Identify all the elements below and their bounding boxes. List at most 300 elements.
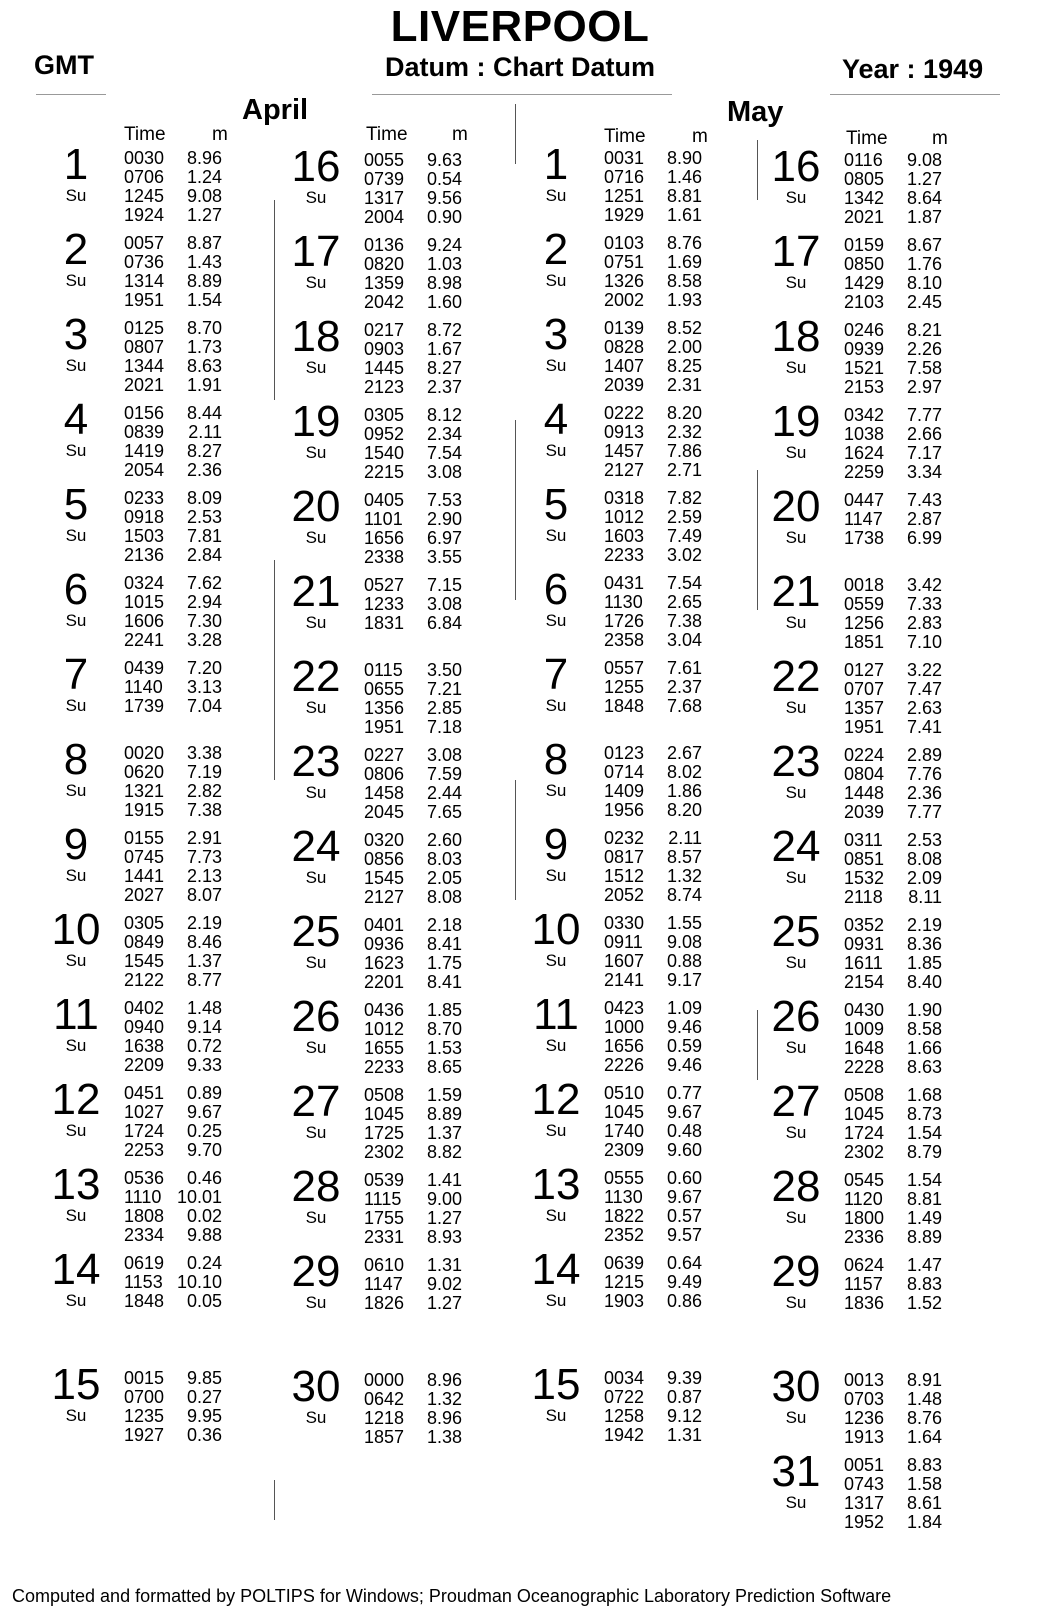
tide-list: [604, 1254, 702, 1311]
tide-time: 0155: [124, 828, 165, 848]
tide-row: [844, 699, 942, 718]
tide-row: [844, 1513, 942, 1532]
weekday-label: Su: [305, 1123, 327, 1142]
tide-time: 0020: [124, 743, 165, 763]
tide-time: 0820: [364, 254, 405, 274]
tide-height: 3.28: [186, 630, 222, 650]
tide-time: 0539: [364, 1170, 405, 1190]
tide-time: 0817: [604, 847, 645, 867]
tide-row: [124, 1407, 222, 1426]
weekday-label: Su: [305, 273, 327, 292]
tide-height: 8.27: [426, 358, 462, 378]
day-block: [44, 1075, 274, 1169]
tide-time: 0224: [844, 745, 885, 765]
tide-time: 0057: [124, 233, 165, 253]
day-block: [764, 737, 994, 831]
tide-list: [124, 319, 222, 395]
day-number: 7: [63, 650, 89, 699]
tide-height: 8.77: [186, 970, 222, 990]
tide-row: [364, 661, 462, 680]
tide-height: 1.37: [426, 1123, 462, 1143]
tide-time: 1115: [364, 1189, 402, 1209]
tide-time: 1607: [604, 951, 645, 971]
tide-height: 8.96: [426, 1408, 462, 1428]
day-block: [44, 735, 274, 829]
tide-height: 7.77: [906, 802, 942, 822]
tide-time: 0139: [604, 318, 645, 338]
tide-list: [124, 1084, 222, 1160]
tide-time: 0806: [364, 764, 405, 784]
tide-time: 1429: [844, 273, 885, 293]
tide-height: 8.44: [186, 403, 222, 423]
tide-height: 8.21: [906, 320, 942, 340]
tide-time: 0936: [364, 934, 405, 954]
tide-row: [364, 746, 462, 765]
tide-time: 1407: [604, 356, 645, 376]
tide-height: 8.61: [906, 1493, 942, 1513]
tide-height: 9.85: [186, 1368, 222, 1388]
header-divider: [830, 94, 1000, 95]
tide-row: [604, 593, 702, 612]
column-divider: [757, 140, 758, 200]
tide-height: 9.12: [666, 1406, 702, 1426]
tide-height: 1.85: [906, 953, 942, 973]
tide-time: 0736: [124, 252, 165, 272]
weekday-label: Su: [785, 443, 807, 462]
tide-time: 1342: [844, 188, 885, 208]
tide-row: [364, 1209, 462, 1228]
tide-time: 2141: [604, 970, 645, 990]
tide-height: 1.73: [186, 337, 222, 357]
tide-height: 2.67: [666, 743, 702, 763]
day-number: 11: [533, 990, 579, 1039]
tide-height: 1.49: [906, 1208, 942, 1228]
tide-height: 9.67: [186, 1102, 222, 1122]
tide-height: 1.91: [186, 375, 222, 395]
tide-row: [844, 444, 942, 463]
day-number: 14: [51, 1245, 101, 1294]
tide-row: [604, 291, 702, 310]
tide-height: 8.03: [426, 849, 462, 869]
tide-time: 1521: [844, 358, 885, 378]
tide-row: [124, 357, 222, 376]
tide-height: 8.76: [666, 233, 702, 253]
tide-list: [844, 831, 942, 907]
column-divider: [757, 470, 758, 610]
tide-list: [604, 1369, 702, 1445]
tide-time: 2209: [124, 1055, 165, 1075]
day-block: [524, 905, 754, 999]
tide-time: 0706: [124, 167, 165, 187]
tide-height: 2.94: [186, 592, 222, 612]
tide-time: 0232: [604, 828, 645, 848]
tide-height: 8.02: [666, 762, 702, 782]
tide-height: 1.68: [906, 1085, 942, 1105]
tide-height: 0.24: [186, 1253, 222, 1273]
tide-list: [364, 746, 462, 822]
tide-height: 9.08: [186, 186, 222, 206]
tide-row: [364, 765, 462, 784]
tide-height: 8.96: [186, 148, 222, 168]
tide-row: [124, 697, 222, 716]
year-label: Year : 1949: [842, 54, 984, 84]
tide-row: [124, 1254, 222, 1273]
day-number: 19: [771, 397, 821, 446]
tide-height: 1.43: [186, 252, 222, 272]
tide-row: [604, 999, 702, 1018]
tide-list: [604, 149, 702, 225]
tide-list: [844, 1171, 942, 1247]
tide-time: 0624: [844, 1255, 885, 1275]
tide-row: [124, 272, 222, 291]
tide-row: [364, 1039, 462, 1058]
day-block: [764, 1162, 994, 1256]
tide-height: 2.18: [426, 915, 462, 935]
tide-row: [124, 319, 222, 338]
tide-height: 9.17: [666, 970, 702, 990]
tide-row: [364, 255, 462, 274]
tide-height: 8.10: [906, 273, 942, 293]
tide-height: 1.53: [426, 1038, 462, 1058]
day-block: [284, 312, 514, 406]
tide-time: 1532: [844, 868, 885, 888]
tide-row: [364, 718, 462, 737]
weekday-label: Su: [305, 1293, 327, 1312]
tide-time: 2122: [124, 970, 165, 990]
tide-list: [844, 406, 942, 482]
weekday-label: Su: [545, 356, 567, 375]
tide-row: [124, 593, 222, 612]
tide-row: [364, 406, 462, 425]
tide-height: 0.05: [186, 1291, 222, 1311]
tide-time: 1317: [364, 188, 405, 208]
tide-height: 8.57: [666, 847, 702, 867]
tide-row: [844, 463, 942, 482]
tide-height: 8.09: [186, 488, 222, 508]
tide-row: [844, 803, 942, 822]
tide-row: [604, 338, 702, 357]
tide-row: [604, 423, 702, 442]
tide-height: 1.09: [666, 998, 702, 1018]
tide-row: [364, 1020, 462, 1039]
tide-row: [604, 1273, 702, 1292]
column-divider: [274, 200, 275, 400]
tide-row: [124, 546, 222, 565]
tide-time: 1236: [844, 1408, 885, 1428]
tide-time: 0318: [604, 488, 645, 508]
weekday-label: Su: [65, 1036, 87, 1055]
tide-time: 1015: [124, 592, 165, 612]
tide-time: 1441: [124, 866, 165, 886]
tide-row: [364, 491, 462, 510]
tide-height: 6.84: [426, 613, 462, 633]
day-block: [44, 1245, 274, 1339]
tide-row: [124, 867, 222, 886]
tide-height: 2.90: [426, 509, 462, 529]
tide-time: 0557: [604, 658, 645, 678]
weekday-label: Su: [305, 868, 327, 887]
tide-time: 0555: [604, 1168, 645, 1188]
tide-row: [124, 678, 222, 697]
tide-height: 8.08: [906, 849, 942, 869]
tide-row: [124, 914, 222, 933]
tide-time: 1027: [124, 1102, 165, 1122]
tide-row: [124, 574, 222, 593]
tide-height: 0.48: [666, 1121, 702, 1141]
tide-time: 1836: [844, 1293, 885, 1313]
tide-list: [364, 151, 462, 227]
tide-list: [364, 576, 462, 633]
tide-height: 8.79: [906, 1142, 942, 1162]
tide-time: 2352: [604, 1225, 645, 1245]
day-block: [44, 1160, 274, 1254]
tide-row: [124, 631, 222, 650]
tide-row: [604, 1141, 702, 1160]
weekday-label: Su: [545, 1406, 567, 1425]
tide-row: [844, 1105, 942, 1124]
month-title-april: April: [242, 94, 309, 126]
tide-row: [364, 680, 462, 699]
tide-height: 8.83: [906, 1274, 942, 1294]
tide-row: [844, 916, 942, 935]
tide-time: 0320: [364, 830, 405, 850]
weekday-label: Su: [65, 1291, 87, 1310]
tide-list: [364, 1256, 462, 1313]
tide-height: 1.76: [906, 254, 942, 274]
tide-row: [364, 576, 462, 595]
tide-time: 1147: [364, 1274, 403, 1294]
tide-row: [364, 208, 462, 227]
tide-list: [124, 574, 222, 650]
tide-height: 8.67: [906, 235, 942, 255]
tide-time: 1344: [124, 356, 165, 376]
tide-time: 0745: [124, 847, 165, 867]
tide-height: 1.27: [906, 169, 942, 189]
tide-height: 1.60: [426, 292, 462, 312]
tide-time: 0952: [364, 424, 405, 444]
tide-row: [364, 529, 462, 548]
tide-row: [364, 463, 462, 482]
tide-row: [844, 529, 942, 548]
tide-row: [604, 206, 702, 225]
tide-row: [844, 151, 942, 170]
tide-height: 9.14: [186, 1017, 222, 1037]
tide-time: 1359: [364, 273, 405, 293]
tide-time: 1357: [844, 698, 885, 718]
tide-row: [604, 914, 702, 933]
day-number: 24: [771, 822, 821, 871]
tide-height: 6.99: [906, 528, 942, 548]
tide-time: 1314: [124, 271, 165, 291]
tide-row: [604, 187, 702, 206]
tide-row: [124, 461, 222, 480]
tide-time: 0103: [604, 233, 645, 253]
tide-time: 2226: [604, 1055, 645, 1075]
tide-height: 1.87: [906, 207, 942, 227]
day-block: [284, 652, 514, 746]
tide-list: [844, 1001, 942, 1077]
tide-list: [604, 234, 702, 310]
tide-row: [844, 614, 942, 633]
tide-time: 1233: [364, 594, 405, 614]
tide-time: 0430: [844, 1000, 885, 1020]
tide-height: 7.15: [426, 575, 462, 595]
tide-time: 0931: [844, 934, 885, 954]
tide-height: 2.26: [906, 339, 942, 359]
day-number: 16: [291, 142, 341, 191]
tide-height: 2.89: [906, 745, 942, 765]
day-block: [44, 565, 274, 659]
tide-row: [124, 1388, 222, 1407]
day-number: 15: [51, 1360, 101, 1409]
tide-height: 1.03: [426, 254, 462, 274]
tide-row: [844, 1390, 942, 1409]
tide-row: [844, 1039, 942, 1058]
tide-row: [604, 1426, 702, 1445]
tide-height: 0.54: [426, 169, 462, 189]
tide-height: 8.12: [426, 405, 462, 425]
tide-time: 1611: [844, 953, 883, 973]
weekday-label: Su: [305, 1408, 327, 1427]
tide-row: [844, 831, 942, 850]
tide-height: 0.64: [666, 1253, 702, 1273]
tide-height: 8.41: [426, 934, 462, 954]
tide-time: 0127: [844, 660, 885, 680]
tide-row: [604, 1037, 702, 1056]
tide-row: [604, 1369, 702, 1388]
tide-height: 2.83: [906, 613, 942, 633]
tide-time: 2039: [844, 802, 885, 822]
tide-row: [604, 1103, 702, 1122]
tide-list: [844, 1456, 942, 1532]
day-number: 22: [291, 652, 341, 701]
day-block: [764, 1077, 994, 1171]
tide-row: [604, 763, 702, 782]
tide-time: 1656: [604, 1036, 645, 1056]
tide-time: 0439: [124, 658, 165, 678]
tide-row: [364, 236, 462, 255]
tide-time: 1726: [604, 611, 645, 631]
tide-height: 9.02: [426, 1274, 462, 1294]
weekday-label: Su: [305, 1208, 327, 1227]
day-number: 18: [291, 312, 341, 361]
tide-row: [124, 508, 222, 527]
weekday-label: Su: [65, 441, 87, 460]
weekday-label: Su: [305, 953, 327, 972]
tide-height: 1.47: [906, 1255, 942, 1275]
day-number: 2: [63, 225, 89, 274]
tide-time: 0051: [844, 1455, 885, 1475]
tide-time: 2228: [844, 1057, 885, 1077]
day-block: [524, 480, 754, 574]
tide-height: 10.01: [176, 1187, 222, 1207]
tide-time: 1110: [124, 1187, 162, 1207]
day-block: [44, 905, 274, 999]
tide-time: 2233: [604, 545, 645, 565]
column-divider: [515, 104, 516, 164]
tide-height: 9.88: [186, 1225, 222, 1245]
tide-time: 1851: [844, 632, 885, 652]
tide-row: [844, 973, 942, 992]
tide-list: [604, 829, 702, 905]
tide-height: 2.63: [906, 698, 942, 718]
tide-row: [604, 508, 702, 527]
tide-height: 9.39: [666, 1368, 702, 1388]
tide-row: [844, 170, 942, 189]
tide-time: 0536: [124, 1168, 165, 1188]
tide-height: 3.34: [906, 462, 942, 482]
page-title: LIVERPOOL: [390, 2, 650, 51]
tide-height: 1.27: [426, 1208, 462, 1228]
tide-time: 1445: [364, 358, 405, 378]
tide-row: [124, 763, 222, 782]
tide-height: 2.00: [666, 337, 702, 357]
day-block: [284, 1247, 514, 1341]
tide-height: 2.31: [666, 375, 702, 395]
tide-time: 0716: [604, 167, 645, 187]
tide-height: 2.87: [906, 509, 942, 529]
tide-row: [604, 546, 702, 565]
tide-height: 2.09: [906, 868, 942, 888]
tide-height: 8.58: [666, 271, 702, 291]
tide-time: 0940: [124, 1017, 165, 1037]
tide-height: 7.53: [426, 490, 462, 510]
tide-height: 0.77: [666, 1083, 702, 1103]
tide-height: 8.89: [426, 1104, 462, 1124]
tide-row: [124, 801, 222, 820]
tide-row: [604, 744, 702, 763]
tide-height: 3.42: [906, 575, 942, 595]
tide-time: 0034: [604, 1368, 645, 1388]
tide-time: 0156: [124, 403, 165, 423]
tide-time: 1831: [364, 613, 405, 633]
tide-height: 3.04: [666, 630, 702, 650]
day-block: [524, 565, 754, 659]
tide-height: 1.37: [186, 951, 222, 971]
tide-height: 9.60: [666, 1140, 702, 1160]
tide-height: 8.74: [666, 885, 702, 905]
tide-time: 1256: [844, 613, 885, 633]
tide-height: 9.46: [666, 1017, 702, 1037]
tide-height: 9.95: [186, 1406, 222, 1426]
tide-row: [124, 659, 222, 678]
tide-height: 7.10: [906, 632, 942, 652]
tide-list: [844, 661, 942, 737]
day-number: 4: [63, 395, 89, 444]
tide-list: [124, 914, 222, 990]
tide-list: [364, 831, 462, 907]
tide-row: [844, 935, 942, 954]
tide-height: 1.52: [906, 1293, 942, 1313]
tide-time: 0743: [844, 1474, 885, 1494]
day-block: [284, 1362, 514, 1456]
tide-time: 1235: [124, 1406, 165, 1426]
tide-row: [604, 461, 702, 480]
tide-time: 0655: [364, 679, 405, 699]
height-column-header: m: [452, 124, 468, 145]
tide-row: [604, 1018, 702, 1037]
tide-height: 2.82: [186, 781, 222, 801]
day-number: 13: [531, 1160, 581, 1209]
tide-height: 2.36: [906, 783, 942, 803]
tide-time: 0159: [844, 235, 885, 255]
tide-time: 1924: [124, 205, 165, 225]
tide-height: 3.22: [906, 660, 942, 680]
tide-row: [604, 1407, 702, 1426]
tide-row: [604, 631, 702, 650]
tide-time: 0055: [364, 150, 405, 170]
tide-time: 1321: [124, 781, 165, 801]
